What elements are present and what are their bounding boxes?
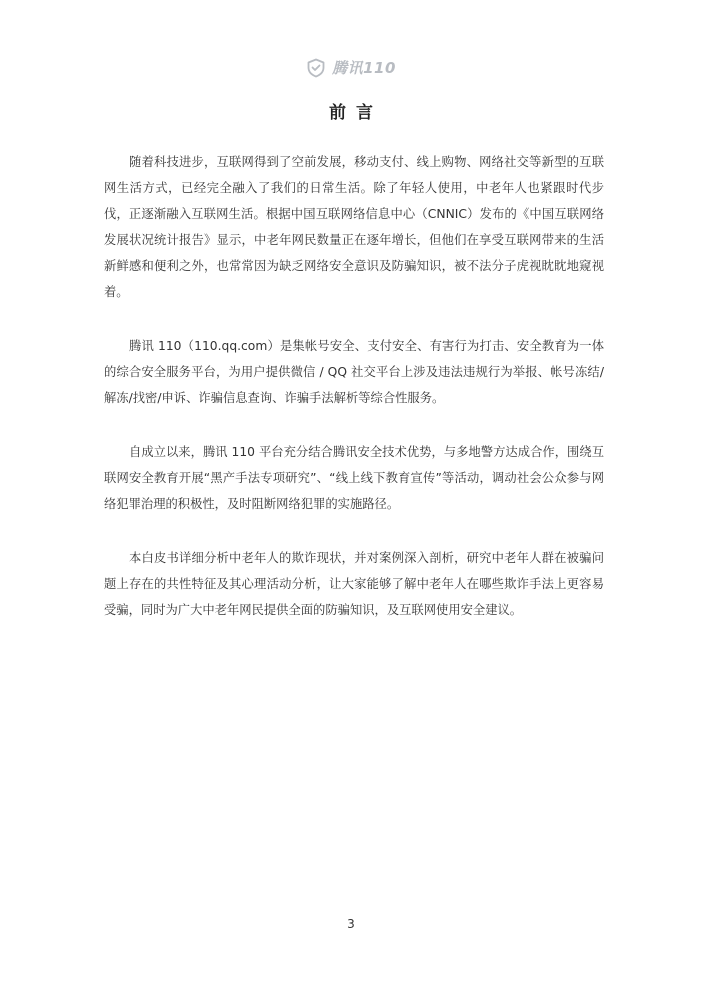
paragraph-3: 自成立以来，腾讯 110 平台充分结合腾讯安全技术优势，与多地警方达成合作，围绕互联网安全教育开展“黑产手法专项研究”、“线上线下教育宣传”等活动，调动社会公众参与网络犯罪治理的积极性，及时阻断网络犯罪的实施路径。 xyxy=(104,445,604,511)
page-title: 前言 xyxy=(329,103,383,123)
shield-icon xyxy=(306,58,326,78)
document-body xyxy=(104,149,604,651)
logo-text: 腾讯110 xyxy=(332,59,396,77)
page-number: 3 xyxy=(347,917,355,931)
paragraph-1: 随着科技进步，互联网得到了空前发展，移动支付、线上购物、网络社交等新型的互联网生活方式，已经完全融入了我们的日常生活。除了年轻人使用，中老年人也紧跟时代步伐，正逐渐融入互联网生活。根据中国互联网络信息中心（CNNIC）发布的《中国互联网络发展状况统计报告》显示，中老年网民数量正在逐年增长，但他们在享受互联网带来的生活新鲜感和便利之外，也常常因为缺乏网络安全意识及防骗知识，被不法分子虎视眈眈地窥视着。 xyxy=(104,155,604,299)
paragraph-2: 腾讯 110（110.qq.com）是集帐号安全、支付安全、有害行为打击、安全教育为一体的综合安全服务平台，为用户提供微信 / QQ 社交平台上涉及违法违规行为举报、帐号冻结/解冻/找密/申诉、诈骗信息查询、诈骗手法解析等综合性服务。 xyxy=(104,339,604,405)
header-logo xyxy=(0,57,702,78)
paragraph-4: 本白皮书详细分析中老年人的欺诈现状，并对案例深入剖析，研究中老年人群在被骗问题上存在的共性特征及其心理活动分析，让大家能够了解中老年人在哪些欺诈手法上更容易受骗，同时为广大中老年网民提供全面的防骗知识，及互联网使用安全建议。 xyxy=(104,551,604,617)
